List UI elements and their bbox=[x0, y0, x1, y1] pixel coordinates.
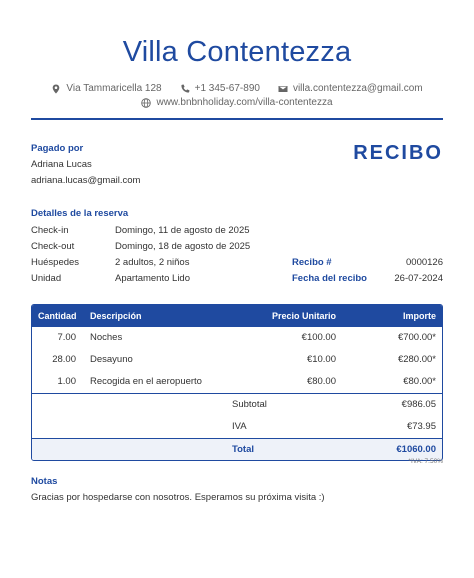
row-amount: €700.00* bbox=[397, 332, 436, 343]
table-header bbox=[32, 305, 442, 327]
email-text[interactable]: villa.contentezza@gmail.com bbox=[292, 83, 423, 94]
subtotal-row bbox=[32, 394, 442, 416]
row-amount: €80.00* bbox=[403, 376, 436, 387]
receipt-date-label: Fecha del recibo bbox=[292, 273, 367, 284]
tax-label: IVA bbox=[232, 421, 247, 432]
envelope-icon bbox=[278, 84, 288, 94]
reservation-key: Unidad bbox=[31, 273, 62, 284]
row-qty: 7.00 bbox=[57, 332, 76, 343]
header-description: Descripción bbox=[90, 311, 142, 321]
phone-text: +1 345-67-890 bbox=[194, 83, 260, 94]
tax-note: *IVA: 7.50% bbox=[408, 458, 443, 465]
subtotal-label: Subtotal bbox=[232, 399, 267, 410]
phone bbox=[180, 83, 260, 94]
notes-text: Gracias por hospedarse con nosotros. Esperamos su próxima visita :) bbox=[31, 492, 325, 503]
reservation-title: Detalles de la reserva bbox=[31, 208, 129, 219]
row-unit-price: €100.00 bbox=[301, 332, 336, 343]
row-unit-price: €10.00 bbox=[306, 354, 336, 365]
receipt-number-value: 0000126 bbox=[406, 257, 443, 268]
tax-row bbox=[32, 416, 442, 438]
paid-by-label: Pagado por bbox=[31, 143, 84, 154]
website-text[interactable]: www.bnbnholiday.com/villa-contentezza bbox=[156, 97, 333, 108]
table-row bbox=[32, 371, 442, 393]
header-qty: Cantidad bbox=[38, 311, 77, 321]
row-qty: 1.00 bbox=[57, 376, 76, 387]
row-amount: €280.00* bbox=[397, 354, 436, 365]
email[interactable] bbox=[278, 83, 423, 94]
notes-title: Notas bbox=[31, 476, 58, 487]
reservation-key: Huéspedes bbox=[31, 257, 80, 268]
customer-name: Adriana Lucas bbox=[31, 159, 92, 170]
receipt-date-value: 26-07-2024 bbox=[394, 273, 443, 284]
header-amount: Importe bbox=[402, 311, 436, 321]
total-value: €1060.00 bbox=[396, 444, 436, 455]
row-qty: 28.00 bbox=[52, 354, 76, 365]
contact-row bbox=[0, 83, 474, 94]
header-divider bbox=[31, 118, 443, 120]
website-row bbox=[0, 97, 474, 108]
row-description: Desayuno bbox=[90, 354, 133, 365]
customer-email: adriana.lucas@gmail.com bbox=[31, 175, 141, 186]
address bbox=[51, 83, 161, 94]
document-title: RECIBO bbox=[353, 142, 443, 164]
row-description: Recogida en el aeropuerto bbox=[90, 376, 202, 387]
table-row bbox=[32, 349, 442, 371]
reservation-key: Check-in bbox=[31, 225, 69, 236]
subtotal-value: €986.05 bbox=[401, 399, 436, 410]
website[interactable] bbox=[141, 97, 332, 108]
row-description: Noches bbox=[90, 332, 123, 343]
table-row bbox=[32, 327, 442, 349]
tax-value: €73.95 bbox=[406, 421, 436, 432]
reservation-value: Apartamento Lido bbox=[115, 273, 190, 284]
property-name: Villa Contentezza bbox=[122, 36, 352, 68]
total-row bbox=[32, 438, 442, 460]
total-label: Total bbox=[232, 444, 254, 455]
reservation-value: Domingo, 11 de agosto de 2025 bbox=[115, 225, 250, 236]
phone-icon bbox=[180, 84, 190, 94]
receipt-number-label: Recibo # bbox=[292, 257, 332, 268]
row-unit-price: €80.00 bbox=[306, 376, 336, 387]
reservation-value: Domingo, 18 de agosto de 2025 bbox=[115, 241, 251, 252]
address-text: Via Tammaricella 128 bbox=[66, 83, 162, 94]
reservation-value: 2 adultos, 2 niños bbox=[115, 257, 190, 268]
header-unit-price: Precio Unitario bbox=[271, 311, 336, 321]
location-pin-icon bbox=[51, 84, 61, 94]
globe-icon bbox=[141, 98, 151, 108]
reservation-key: Check-out bbox=[31, 241, 75, 252]
items-table bbox=[31, 304, 443, 461]
